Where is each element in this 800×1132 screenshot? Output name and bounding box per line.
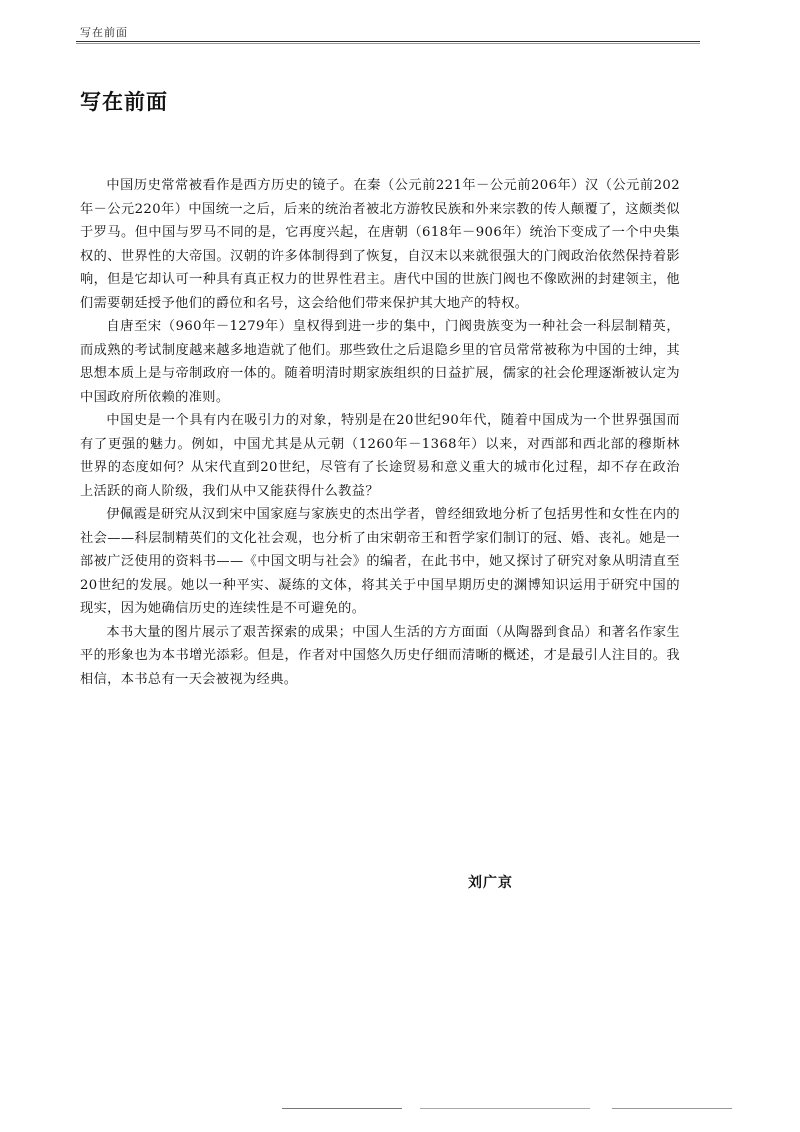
header-divider bbox=[76, 41, 700, 42]
paragraph-5: 本书大量的图片展示了艰苦探索的成果；中国人生活的方方面面（从陶器到食品）和著名作家生平的形象也为本书增光添彩。但是，作者对中国悠久历史仔细而清晰的概述，才是最引人注目的。我相信，本书总有一天会被视为经典。 bbox=[80, 624, 680, 687]
footer-rule bbox=[612, 1108, 732, 1109]
page-title: 写在前面 bbox=[80, 89, 168, 114]
author-signature: 刘广京 bbox=[468, 875, 513, 891]
paragraph-2: 自唐至宋（960年－1279年）皇权得到进一步的集中，门阀贵族变为一种社会一科层制精英，而成熟的考试制度越来越多地造就了他们。那些致仕之后退隐乡里的官员常常被称为中国的士绅，其思想本质上是与帝制政府一体的。随着明清时期家族组织的日益扩展，儒家的社会伦理逐渐被认定为中国政府所依赖的准则。 bbox=[80, 319, 680, 405]
paragraph-1: 中国历史常常被看作是西方历史的镜子。在秦（公元前221年－公元前206年）汉（公元前202年－公元220年）中国统一之后，后来的统治者被北方游牧民族和外来宗教的传人颠覆了，这颇类似于罗马。但中国与罗马不同的是，它再度兴起，在唐朝（618年－906年）统治下变成了一个中央集权的、世界性的大帝国。汉朝的许多体制得到了恢复，自汉末以来就很强大的门阀政治依然保持着影响，但是它却认可一种具有真正权力的世界性君主。唐代中国的世族门阀也不像欧洲的封建领主，他们需要朝廷授予他们的爵位和名号，这会给他们带来保护其大地产的特权。 bbox=[80, 178, 680, 311]
header-divider-thin bbox=[76, 43, 700, 44]
body-text bbox=[80, 174, 680, 691]
paragraph-4: 伊佩霞是研究从汉到宋中国家庭与家族史的杰出学者，曾经细致地分析了包括男性和女性在内的社会——科层制精英们的文化社会观，也分析了由宋朝帝王和哲学家们制订的冠、婚、丧礼。她是一部被广泛使用的资料书——《中国文明与社会》的编者，在此书中，她又探讨了研究对象从明清直至20世纪的发展。她以一种平实、凝练的文体，将其关于中国早期历史的渊博知识运用于研究中国的现实，因为她确信历史的连续性是不可避免的。 bbox=[80, 507, 680, 616]
footer-rule bbox=[420, 1108, 590, 1109]
running-header: 写在前面 bbox=[80, 26, 128, 39]
footer-rule bbox=[282, 1108, 402, 1109]
paragraph-3: 中国史是一个具有内在吸引力的对象，特别是在20世纪90年代，随着中国成为一个世界强国而有了更强的魅力。例如，中国尤其是从元朝（1260年－1368年）以来，对西部和西北部的穆斯林世界的态度如何？从宋代直到20世纪，尽管有了长途贸易和意义重大的城市化过程，却不存在政治上活跃的商人阶级，我们从中又能获得什么教益？ bbox=[80, 413, 680, 499]
